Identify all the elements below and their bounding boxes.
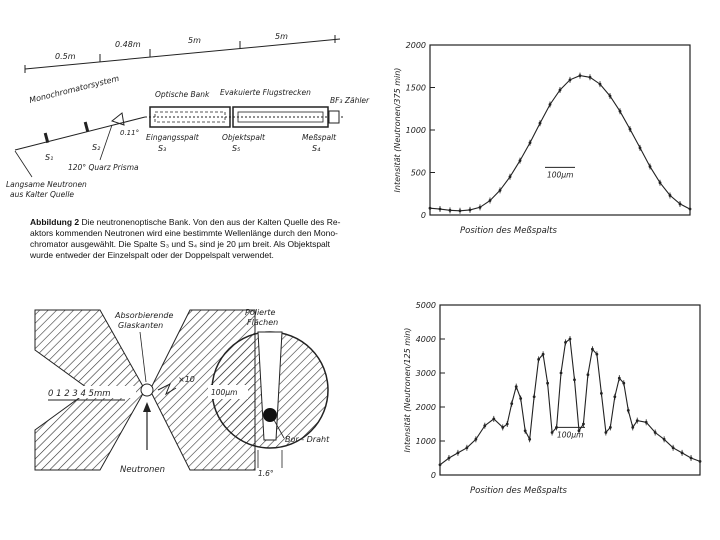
chart2-point-15 <box>537 358 540 361</box>
boron-wire-label: Bor - Draht <box>285 435 330 444</box>
chart2-ylabel: Intensität (Neutronen/125 min) <box>403 327 412 453</box>
chart1-point-16 <box>589 76 592 79</box>
chart1-point-11 <box>539 122 542 125</box>
neutron-optical-bench-figure <box>0 25 385 275</box>
chart2-point-14 <box>533 395 536 398</box>
chart2-point-10 <box>515 385 518 388</box>
chart1-point-9 <box>519 159 522 162</box>
chart1-point-1 <box>439 208 442 211</box>
double-slit-intensity-chart <box>385 290 720 510</box>
chart1-point-25 <box>679 203 682 206</box>
chart1-point-3 <box>459 209 462 212</box>
chart2-point-23 <box>573 378 576 381</box>
cold-source-label: aus Kalter Quelle <box>10 190 75 199</box>
chart2-point-40 <box>663 438 666 441</box>
chart1-point-13 <box>559 89 562 92</box>
chart1-ytick-label-3: 1500 <box>405 83 426 93</box>
chart1-point-20 <box>629 128 632 131</box>
chart2-ytick-label-0: 0 <box>430 471 436 480</box>
chart1-point-12 <box>549 103 552 106</box>
chart2-point-1 <box>448 457 451 460</box>
chart1-plot-frame <box>430 45 690 215</box>
slit-detail-figure <box>0 290 385 510</box>
chart1-point-26 <box>689 208 692 211</box>
angle-label: 1.6° <box>258 469 274 478</box>
single-slit-intensity-chart <box>385 25 720 275</box>
chart1-point-14 <box>569 78 572 81</box>
chart2-point-25 <box>582 423 585 426</box>
chart2-point-5 <box>483 424 486 427</box>
chart1-point-10 <box>529 141 532 144</box>
prism-label: 120° Quarz Prisma <box>68 163 139 172</box>
chart1-ytick-label-2: 1000 <box>405 126 426 135</box>
chart2-point-33 <box>618 377 621 380</box>
chart2-point-8 <box>506 423 509 426</box>
chart1-point-2 <box>449 209 452 212</box>
chart2-ytick-label-5: 5000 <box>415 301 436 310</box>
chart1-series-line <box>430 76 690 211</box>
chart2-point-2 <box>457 452 460 455</box>
chart2-point-41 <box>672 446 675 449</box>
chart2-point-3 <box>465 446 468 449</box>
chart2-ytick-label-4: 4000 <box>415 335 436 344</box>
slow-neutrons-label: Langsame Neutronen <box>6 180 87 189</box>
chart2-point-17 <box>546 382 549 385</box>
evacuated-flight-label: Evakuierte Flugstrecken <box>220 88 311 97</box>
chart2-plot-frame <box>440 305 700 475</box>
chart2-point-12 <box>524 429 527 432</box>
distance-label-4: 5m <box>275 32 288 41</box>
chart2-point-39 <box>654 431 657 434</box>
chart2-point-36 <box>631 426 634 429</box>
chart1-ylabel: Intensität (Neutronen/375 min) <box>393 67 402 193</box>
chart2-point-11 <box>519 397 522 400</box>
chart1-point-0 <box>429 207 432 210</box>
s5-label: S₅ <box>232 144 241 153</box>
monochromator-label: Monochromatorsystem <box>28 73 121 105</box>
magnification-label: ×10 <box>178 375 195 384</box>
chart1-point-22 <box>649 165 652 168</box>
chart2-point-35 <box>627 409 630 412</box>
s1-label: S₁ <box>45 153 54 162</box>
chart1-point-21 <box>639 146 642 149</box>
chart1-point-5 <box>479 206 482 209</box>
chart2-point-6 <box>492 418 495 421</box>
chart2-ytick-label-2: 2000 <box>415 403 436 412</box>
magnified-scale-label: 100µm <box>211 388 238 397</box>
chart2-point-20 <box>560 372 563 375</box>
chart1-xlabel: Position des Meßspalts <box>460 226 557 236</box>
distance-label-1: 0.5m <box>55 52 76 61</box>
chart1-point-18 <box>609 95 612 98</box>
caption-line-2: aktors kommenden Neutronen wird eine bestimmte Wellenlänge durch den Mono- <box>30 228 338 238</box>
bf3-counter <box>329 111 339 123</box>
chart2-point-43 <box>690 457 693 460</box>
chart2-point-32 <box>613 395 616 398</box>
chart2-ytick-label-3: 3000 <box>415 369 436 378</box>
chart2-point-28 <box>595 353 598 356</box>
chart2-point-22 <box>569 338 572 341</box>
measure-slit-label: Meßspalt <box>302 133 337 142</box>
chart1-point-24 <box>669 194 672 197</box>
chart2-point-29 <box>600 392 603 395</box>
optical-bank-label: Optische Bank <box>155 90 210 99</box>
chart2-point-44 <box>699 460 702 463</box>
chart2-point-7 <box>501 426 504 429</box>
chart2-point-21 <box>564 341 567 344</box>
angle-label: 0.11° <box>120 129 140 137</box>
chart1-scalebar-label: 100µm <box>547 170 574 180</box>
chart2-point-0 <box>439 463 442 466</box>
chart2-point-4 <box>474 438 477 441</box>
chart1-point-23 <box>659 181 662 184</box>
s3-label: S₃ <box>158 144 167 153</box>
chart1-point-4 <box>469 209 472 212</box>
entry-slit-label: Eingangsspalt <box>146 133 199 142</box>
chart1-point-6 <box>489 199 492 202</box>
chart2-ytick-label-1: 1000 <box>415 437 436 446</box>
scale-label: 0 1 2 3 4 5mm <box>48 389 111 399</box>
chart2-point-16 <box>542 353 545 356</box>
chart2-series-line <box>440 339 700 465</box>
chart1-point-7 <box>499 189 502 192</box>
distance-label-2: 0.48m <box>115 40 141 49</box>
chart2-point-18 <box>551 431 554 434</box>
absorbing-label-2: Glaskanten <box>118 321 164 330</box>
chart1-ytick-label-4: 2000 <box>405 41 426 50</box>
caption-line-1: Die neutronenoptische Bank. Von den aus der Kalten Quelle des Re- <box>81 217 341 227</box>
slit-s2 <box>84 122 89 132</box>
boron-wire <box>263 408 277 422</box>
caption-line-4: wurde entweder der Einzelspalt oder der Doppelspalt verwendet. <box>30 250 274 260</box>
absorbing-label-1: Absorbierende <box>115 311 174 320</box>
figure-caption <box>30 217 370 261</box>
chart2-point-26 <box>587 373 590 376</box>
neutrons-label: Neutronen <box>120 465 166 475</box>
chart2-point-27 <box>591 348 594 351</box>
chart2-point-34 <box>622 382 625 385</box>
slit-aperture <box>141 384 153 396</box>
slit-s1 <box>44 133 49 143</box>
chart1-point-15 <box>579 74 582 77</box>
chart2-point-42 <box>681 452 684 455</box>
chart-2-svg <box>385 290 720 510</box>
chart1-point-8 <box>509 175 512 178</box>
chart2-point-31 <box>609 426 612 429</box>
chart1-point-17 <box>599 83 602 86</box>
chart2-point-9 <box>510 402 513 405</box>
chart2-xlabel: Position des Meßspalts <box>470 486 567 496</box>
s4-label: S₄ <box>312 144 321 153</box>
caption-line-3: chromator ausgewählt. Die Spalte S₃ und S₄ sind je 20 µm breit. Als Objektspalt <box>30 239 331 249</box>
caption-title: Abbildung 2 <box>30 217 80 227</box>
polished-label-2: Flächen <box>247 318 279 327</box>
chart2-point-38 <box>645 421 648 424</box>
chart2-point-30 <box>604 431 607 434</box>
bf3-counter-label: BF₃ Zähler <box>330 96 370 105</box>
setup-diagram <box>0 25 385 215</box>
object-slit-label: Objektspalt <box>222 133 265 142</box>
chart1-point-19 <box>619 110 622 113</box>
slit-diagram <box>0 290 385 510</box>
chart1-ytick-label-0: 0 <box>420 211 426 220</box>
chart1-ytick-label-1: 500 <box>410 168 426 178</box>
distance-label-3: 5m <box>188 36 201 45</box>
chart2-scalebar-label: 100µm <box>557 430 584 440</box>
chart2-point-13 <box>528 438 531 441</box>
polished-label-1: Polierte <box>245 308 276 317</box>
chart-1-svg <box>385 25 720 275</box>
chart2-point-37 <box>636 419 639 422</box>
s2-label: S₂ <box>92 143 101 152</box>
